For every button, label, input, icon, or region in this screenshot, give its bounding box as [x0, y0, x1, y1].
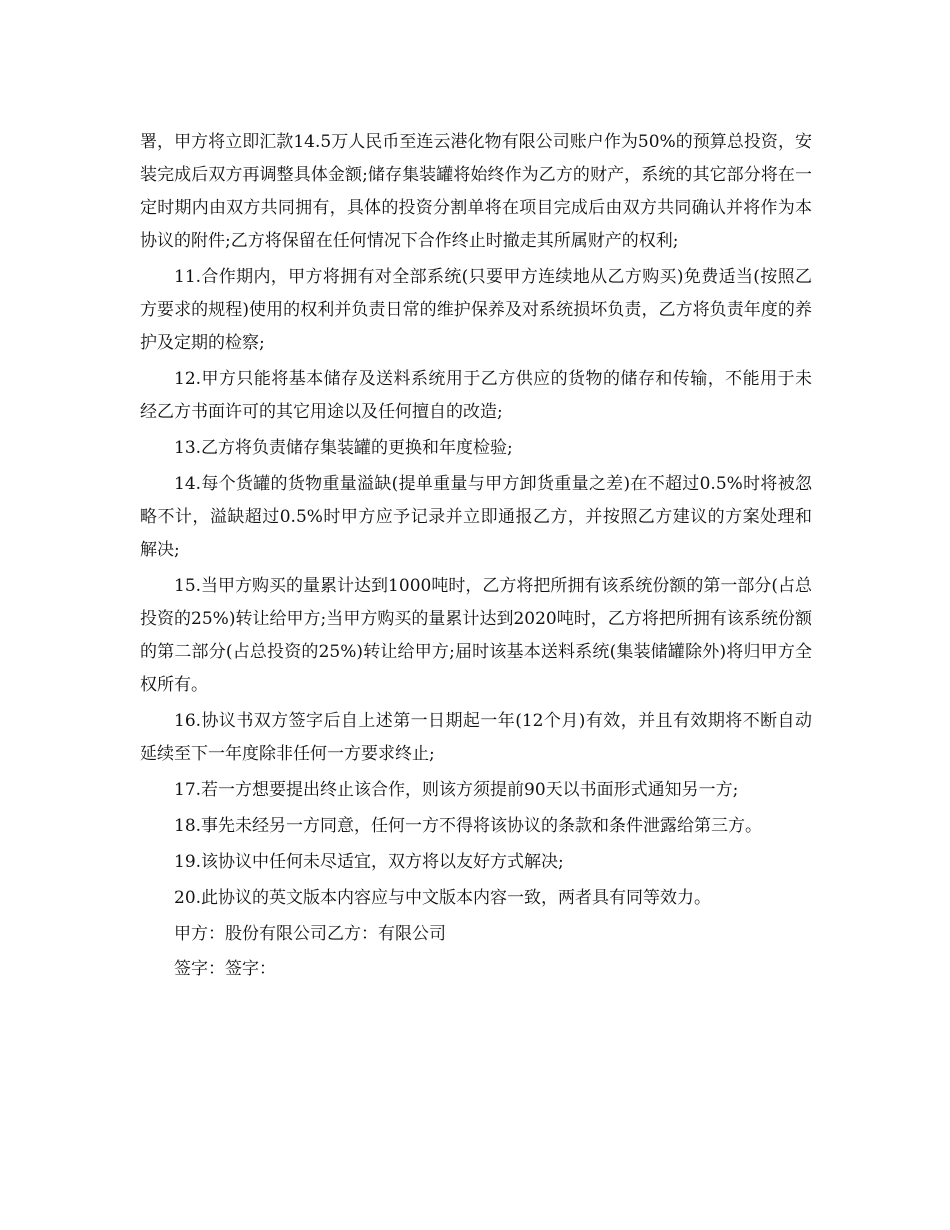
clause-18: 18.事先未经另一方同意，任何一方不得将该协议的条款和条件泄露给第三方。: [174, 816, 763, 836]
clause-19: 19.该协议中任何未尽适宜，双方将以友好方式解决;: [174, 852, 564, 872]
clause-12: 12.甲方只能将基本储存及送料系统用于乙方供应的货物的储存和传输，不能用于未经乙方书面许可的其它用途以及任何擅自的改造;: [140, 369, 812, 422]
clause-11: 11.合作期内，甲方将拥有对全部系统(只要甲方连续地从乙方购买)免费适当(按照乙方要求的规程)使用的权利并负责日常的维护保养及对系统损坏负责，乙方将负责年度的养护及定期的检察;: [140, 267, 812, 353]
clause-13: 13.乙方将负责储存集装罐的更换和年度检验;: [174, 438, 513, 458]
clause-17: 17.若一方想要提出终止该合作，则该方须提前90天以书面形式通知另一方;: [174, 780, 739, 800]
document-body: [140, 126, 812, 988]
paragraph-continuation: 署，甲方将立即汇款14.5万人民币至连云港化物有限公司账户作为50%的预算总投资，安装完成后双方再调整具体金额;储存集装罐将始终作为乙方的财产，系统的其它部分将在一定时期内由双方共同拥有，具体的投资分割单将在项目完成后由双方共同确认并将作为本协议的附件;乙方将保留在任何情况下合作终止时撤走其所属财产的权利;: [140, 132, 812, 251]
clause-20: 20.此协议的英文版本内容应与中文版本内容一致，两者具有同等效力。: [174, 888, 712, 908]
clause-14: 14.每个货罐的货物重量溢缺(提单重量与甲方卸货重量之差)在不超过0.5%时将被忽略不计，溢缺超过0.5%时甲方应予记录并立即通报乙方，并按照乙方建议的方案处理和解决;: [140, 474, 812, 560]
clause-15: 15.当甲方购买的量累计达到1000吨时，乙方将把所拥有该系统份额的第一部分(占总投资的25%)转让给甲方;当甲方购买的量累计达到2020吨时，乙方将把所拥有该系统份额的第二部分(占总投资的25%)转让给甲方;届时该基本送料系统(集装储罐除外)将归甲方全权所有。: [140, 576, 812, 695]
clause-16: 16.协议书双方签字后自上述第一日期起一年(12个月)有效，并且有效期将不断自动延续至下一年度除非任何一方要求终止;: [140, 711, 812, 764]
signature-line: 签字：签字：: [174, 959, 276, 979]
signature-parties: 甲方：股份有限公司乙方：有限公司: [174, 924, 446, 944]
